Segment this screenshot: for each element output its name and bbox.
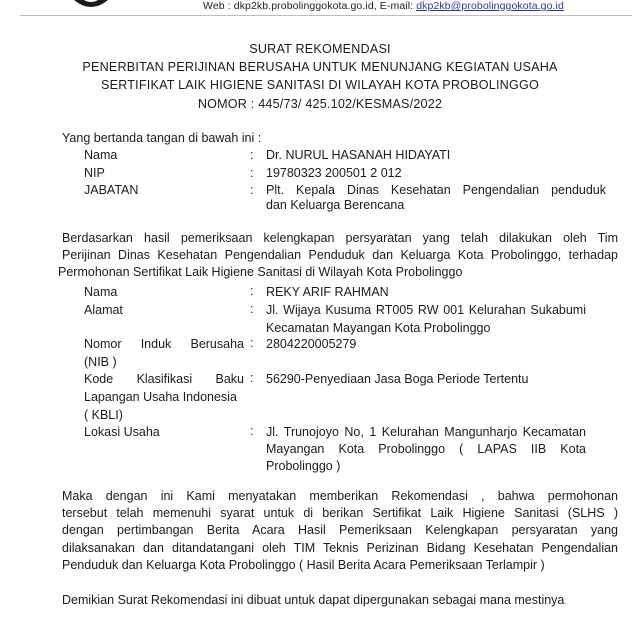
location-line-2: Mayangan Kota Probolinggo ( LAPAS IIB Kota [266, 442, 586, 456]
colon: : [250, 284, 254, 298]
paragraph-basis [58, 230, 618, 282]
header-divider [20, 15, 632, 16]
paragraph-line: Maka dengan ini Kami menyatakan memberikan Rekomendasi , bahwa permohonan [62, 489, 618, 503]
paragraph-line: Perijinan Dinas Kesehatan Pengendalian Penduduk dan Keluarga Kota Probolinggo, terhadap [62, 248, 618, 263]
paragraph-line: dengan pertimbangan Berita Acara Hasil Pemeriksaan Kelengkapan persyaratan yang [62, 523, 618, 538]
location-line-3: Probolinggo ) [266, 459, 341, 473]
kbli-label-line-3: ( KBLI) [84, 408, 123, 422]
colon: : [250, 424, 254, 438]
paragraph-line: tersebut telah memenuhi syarat untuk di berikan Sertifikat Laik Higiene Sanitasi (SLHS ) [62, 506, 618, 521]
signatory-nip-value: 19780323 200501 2 012 [266, 166, 402, 180]
kbli-value: 56290-Penyediaan Jasa Boga Periode Tertentu [266, 372, 529, 386]
paragraph-closing [62, 592, 618, 609]
paragraph-line: Berdasarkan hasil pemeriksaan kelengkapan persyaratan yang telah dilakukan oleh Tim [62, 231, 618, 245]
kbli-label-line-1: Kode Klasifikasi Baku [84, 372, 244, 386]
address-line-1: Jl. Wijaya Kusuma RT005 RW 001 Kelurahan Sukabumi [266, 303, 586, 317]
signatory-position-value [266, 183, 606, 212]
letter-subject-line-1: PENERBITAN PERIJINAN BERUSAHA UNTUK MENUNJANG KEGIATAN USAHA [82, 60, 558, 75]
email-link[interactable]: dkp2kb@probolinggokota.go.id [416, 0, 564, 12]
signatory-intro: Yang bertanda tangan di bawah ini : [62, 131, 262, 145]
letter-subject-line-2: SERTIFIKAT LAIK HIGIENE SANITASI DI WILAYAH KOTA PROBOLINGGO [101, 78, 539, 93]
signatory-position-label: JABATAN [84, 183, 139, 197]
paragraph-line: Penduduk dan Keluarga Kota Probolinggo ( Hasil Berita Acara Pemeriksaan Terlampir ) [62, 557, 545, 572]
letter-title: SURAT REKOMENDASI [249, 42, 391, 56]
city-emblem-icon [62, 0, 120, 12]
signatory-name-value: Dr. NURUL HASANAH HIDAYATI [266, 148, 451, 162]
colon: : [250, 302, 254, 316]
colon: : [250, 336, 254, 350]
address-line-2: Kecamatan Mayangan Kota Probolinggo [266, 321, 491, 335]
email-label: , E-mail: [373, 0, 414, 12]
nib-value: 2804220005279 [266, 337, 357, 351]
business-location-value [266, 424, 586, 474]
contact-line [203, 0, 564, 12]
position-line-2: dan Keluarga Berencana [266, 198, 405, 212]
web-url[interactable]: dkp2kb.probolinggokota.go.id [233, 0, 374, 12]
paragraph-line: dilaksanakan dan ditandatangani oleh TIM Teknis Perizinan Bidang Kesehatan Pengendalian [62, 540, 618, 555]
letter-title-block [0, 40, 640, 113]
nib-label [84, 336, 244, 370]
colon: : [250, 166, 254, 180]
letter-number: NOMOR : 445/73/ 425.102/KESMAS/2022 [197, 96, 443, 111]
nib-label-line-2: (NIB ) [84, 355, 117, 369]
location-line-1: Jl. Trunojoyo No, 1 Kelurahan Mangunharjo Kecamatan [266, 425, 586, 439]
paragraph-line: Demikian Surat Rekomendasi ini dibuat untuk dapat dipergunakan sebagai mana mestinya [62, 593, 565, 607]
nib-label-line-1: Nomor Induk Berusaha [84, 337, 244, 351]
business-name-value: REKY ARIF RAHMAN [266, 285, 389, 299]
web-label: Web : [203, 0, 231, 12]
letterhead [0, 0, 640, 20]
paragraph-line: Permohonan Sertifikat Laik Higiene Sanitasi di Wilayah Kota Probolinggo [58, 265, 463, 280]
kbli-label-line-2: Lapangan Usaha Indonesia [84, 390, 237, 404]
paragraph-recommendation [62, 488, 618, 574]
business-address-value [266, 302, 586, 336]
signatory-name-label: Nama [84, 148, 118, 162]
business-name-label: Nama [84, 285, 118, 299]
colon: : [250, 371, 254, 385]
colon: : [250, 183, 254, 197]
position-line-1: Plt. Kepala Dinas Kesehatan Pengendalian penduduk [266, 183, 606, 197]
kbli-label [84, 371, 244, 423]
colon: : [250, 148, 254, 162]
signatory-nip-label: NIP [84, 166, 105, 180]
business-address-label: Alamat [84, 303, 123, 317]
business-location-label: Lokasi Usaha [84, 425, 160, 439]
